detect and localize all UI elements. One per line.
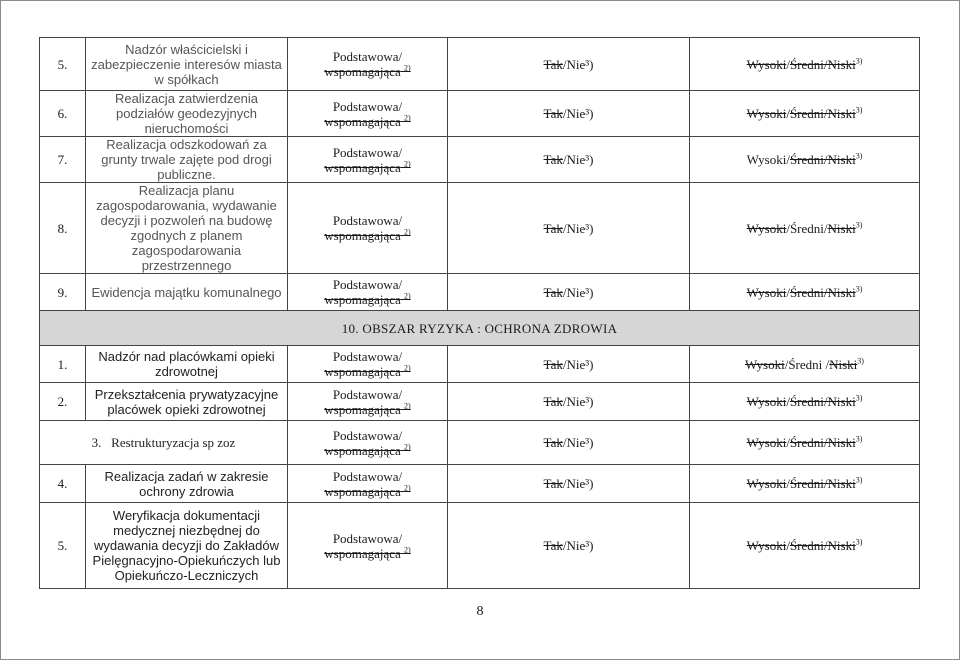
- yes-no-cell: Tak/Nie³): [448, 91, 690, 137]
- table-row: [40, 137, 920, 183]
- row-number: 5.: [40, 503, 86, 589]
- row-number: 1.: [40, 346, 86, 383]
- risk-level-cell: Wysoki/Średni /Niski$^{3)}$: [690, 346, 920, 383]
- table-row: [40, 183, 920, 274]
- row-number: 7.: [40, 137, 86, 183]
- task-description: Nadzór nad placówkami opieki zdrowotnej: [86, 346, 288, 383]
- yes-no-cell: Tak/Nie³): [448, 38, 690, 91]
- row-number: 2.: [40, 383, 86, 421]
- table-row: [40, 465, 920, 503]
- row-number: 5.: [40, 38, 86, 91]
- type-cell: Podstawowa/ wspomagająca $^{2)}$: [288, 91, 448, 137]
- type-cell: Podstawowa/ wspomagająca $^{2)}$: [288, 137, 448, 183]
- risk-level-cell: Wysoki/Średni/Niski$^{3)}$: [690, 383, 920, 421]
- yes-no-cell: Tak/Nie³): [448, 383, 690, 421]
- yes-no-cell: Tak/Nie³): [448, 274, 690, 311]
- task-description: Ewidencja majątku komunalnego: [86, 274, 288, 311]
- type-cell: Podstawowa/ wspomagająca $^{2)}$: [288, 383, 448, 421]
- row-number: 4.: [40, 465, 86, 503]
- section-row: [40, 311, 920, 346]
- risk-level-cell: Wysoki/Średni/Niski$^{3)}$: [690, 38, 920, 91]
- type-cell: Podstawowa/ wspomagająca $^{2)}$: [288, 421, 448, 465]
- row-number: 9.: [40, 274, 86, 311]
- table-row: [40, 421, 920, 465]
- yes-no-cell: Tak/Nie³): [448, 137, 690, 183]
- task-description: Realizacja zadań w zakresie ochrony zdrowia: [86, 465, 288, 503]
- risk-table: [39, 37, 920, 589]
- yes-no-cell: Tak/Nie³): [448, 183, 690, 274]
- task-description: Nadzór właścicielski i zabezpieczenie interesów miasta w spółkach: [86, 38, 288, 91]
- task-description: Realizacja zatwierdzenia podziałów geodezyjnych nieruchomości: [86, 91, 288, 137]
- task-description: Przekształcenia prywatyzacyjne placówek opieki zdrowotnej: [86, 383, 288, 421]
- risk-level-cell: Wysoki/Średni/Niski$^{3)}$: [690, 465, 920, 503]
- yes-no-cell: Tak/Nie³): [448, 421, 690, 465]
- table-row: [40, 91, 920, 137]
- section-title: 10. OBSZAR RYZYKA : OCHRONA ZDROWIA: [40, 311, 920, 346]
- type-cell: Podstawowa/ wspomagająca $^{2)}$: [288, 274, 448, 311]
- type-cell: Podstawowa/ wspomagająca $^{2)}$: [288, 465, 448, 503]
- type-cell: Podstawowa/ wspomagająca $^{2)}$: [288, 346, 448, 383]
- type-cell: Podstawowa/ wspomagająca $^{2)}$: [288, 38, 448, 91]
- risk-level-cell: Wysoki/Średni/Niski$^{3)}$: [690, 137, 920, 183]
- table-row: [40, 274, 920, 311]
- risk-level-cell: Wysoki/Średni/Niski$^{3)}$: [690, 274, 920, 311]
- type-cell: Podstawowa/ wspomagająca $^{2)}$: [288, 183, 448, 274]
- table-row: [40, 383, 920, 421]
- page-number: 8: [476, 604, 484, 619]
- yes-no-cell: Tak/Nie³): [448, 346, 690, 383]
- yes-no-cell: Tak/Nie³): [448, 503, 690, 589]
- row-number: 3.: [91, 435, 102, 450]
- row-number: 6.: [40, 91, 86, 137]
- risk-level-cell: Wysoki/Średni/Niski$^{3)}$: [690, 91, 920, 137]
- type-cell: Podstawowa/ wspomagająca $^{2)}$: [288, 503, 448, 589]
- task-description: Realizacja planu zagospodarowania, wydawanie decyzji i pozwoleń na budowę zgodnych z planem zagospodarowania przestrzennego: [86, 183, 288, 274]
- risk-level-cell: Wysoki/Średni/Niski$^{3)}$: [690, 421, 920, 465]
- yes-no-cell: Tak/Nie³): [448, 465, 690, 503]
- table-row: [40, 346, 920, 383]
- risk-level-cell: Wysoki/Średni/Niski$^{3)}$: [690, 183, 920, 274]
- risk-level-cell: Wysoki/Średni/Niski$^{3)}$: [690, 503, 920, 589]
- task-description: Realizacja odszkodowań za grunty trwale zajęte pod drogi publiczne.: [86, 137, 288, 183]
- row-number: 8.: [40, 183, 86, 274]
- task-description: 3. Restrukturyzacja sp zoz: [40, 421, 288, 465]
- table-row: [40, 38, 920, 91]
- table-row: [40, 503, 920, 589]
- task-description: Weryfikacja dokumentacji medycznej niezbędnej do wydawania decyzji do Zakładów Pielęgnacyjno-Opiekuńczych lub Opiekuńczo-Leczniczych: [86, 503, 288, 589]
